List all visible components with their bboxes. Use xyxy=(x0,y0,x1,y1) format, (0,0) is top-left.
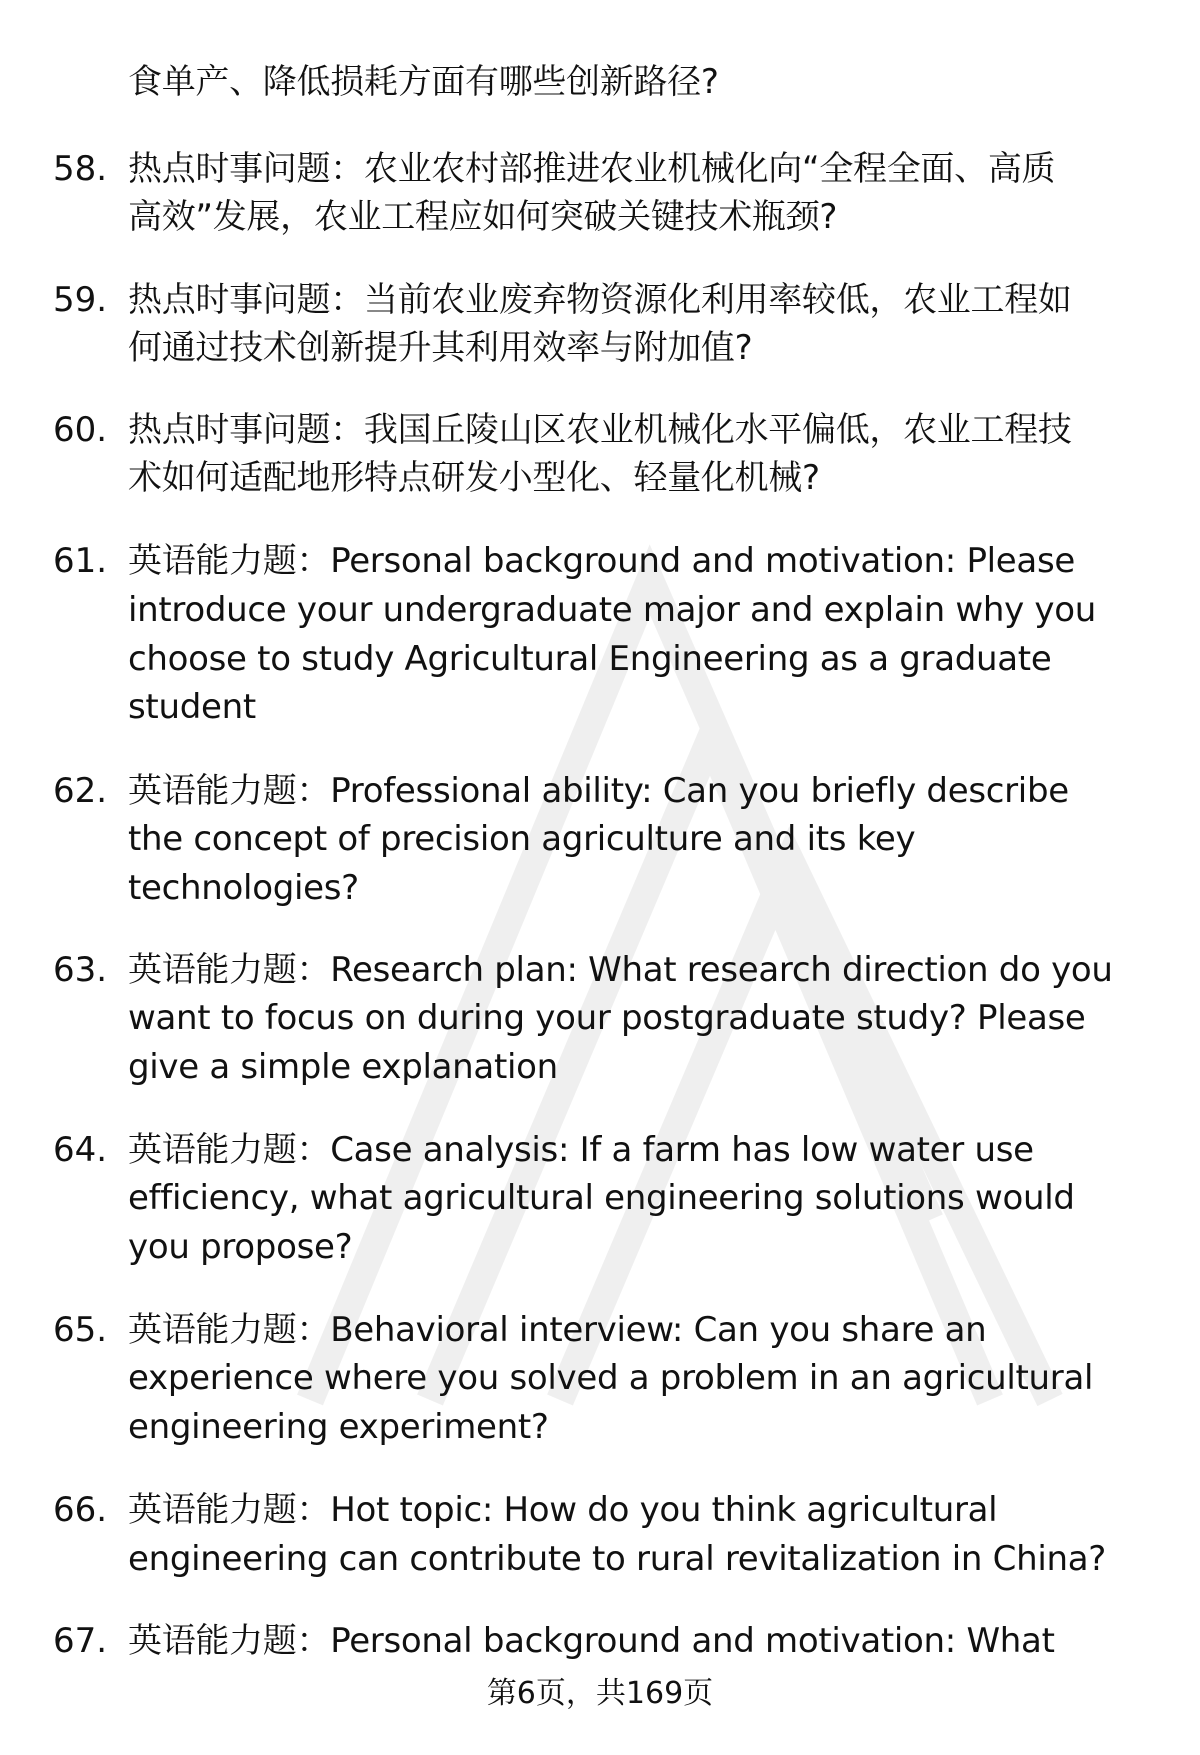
question-line: 英语能力题：Behavioral interview: Can you share an xyxy=(128,1310,987,1350)
question-line: 热点时事问题：当前农业废弃物资源化利用率较低，农业工程如 xyxy=(128,280,1072,320)
question-line: 术如何适配地形特点研发小型化、轻量化机械? xyxy=(128,458,820,498)
question-line: the concept of precision agriculture and its key xyxy=(128,819,916,859)
page-footer: 第6页，共169页 xyxy=(486,1676,714,1711)
question-line: 热点时事问题：农业农村部推进农业机械化向“全程全面、高质 xyxy=(128,149,1056,189)
question-line: student xyxy=(128,687,256,727)
question-number: 64. xyxy=(53,1130,108,1170)
question-line: 英语能力题：Research plan: What research direction do you xyxy=(128,950,1113,990)
question-line: give a simple explanation xyxy=(128,1047,558,1087)
question-line: you propose? xyxy=(128,1227,353,1267)
question-number: 60. xyxy=(53,410,108,450)
question-line: 热点时事问题：我国丘陵山区农业机械化水平偏低，农业工程技 xyxy=(128,410,1072,450)
question-line: experience where you solved a problem in an agricultural xyxy=(128,1358,1094,1398)
question-number: 62. xyxy=(53,771,108,811)
question-number: 58. xyxy=(53,149,108,189)
question-line: 英语能力题：Professional ability: Can you briefly describe xyxy=(128,771,1069,811)
question-line: 英语能力题：Case analysis: If a farm has low water use xyxy=(128,1130,1034,1170)
question-number: 65. xyxy=(53,1310,108,1350)
question-line: 高效”发展，农业工程应如何突破关键技术瓶颈? xyxy=(128,197,838,237)
question-line: choose to study Agricultural Engineering as a graduate xyxy=(128,639,1052,679)
question-line: introduce your undergraduate major and explain why you xyxy=(128,590,1096,630)
question-line: 英语能力题：Personal background and motivation: Please xyxy=(128,541,1075,581)
question-number: 59. xyxy=(53,280,108,320)
question-number: 63. xyxy=(53,950,108,990)
question-line: engineering can contribute to rural revitalization in China? xyxy=(128,1539,1107,1579)
question-line: 英语能力题：Personal background and motivation: What xyxy=(128,1621,1055,1661)
question-line: want to focus on during your postgraduate study? Please xyxy=(128,998,1086,1038)
question-number: 66. xyxy=(53,1490,108,1530)
question-line: engineering experiment? xyxy=(128,1407,549,1447)
question-line: efficiency, what agricultural engineering solutions would xyxy=(128,1178,1075,1218)
question-number: 61. xyxy=(53,541,108,581)
question-line: 何通过技术创新提升其利用效率与附加值? xyxy=(128,328,753,368)
continuation-text: 食单产、降低损耗方面有哪些创新路径? xyxy=(128,62,719,102)
question-number: 67. xyxy=(53,1621,108,1661)
question-line: technologies? xyxy=(128,868,359,908)
question-line: 英语能力题：Hot topic: How do you think agricultural xyxy=(128,1490,998,1530)
